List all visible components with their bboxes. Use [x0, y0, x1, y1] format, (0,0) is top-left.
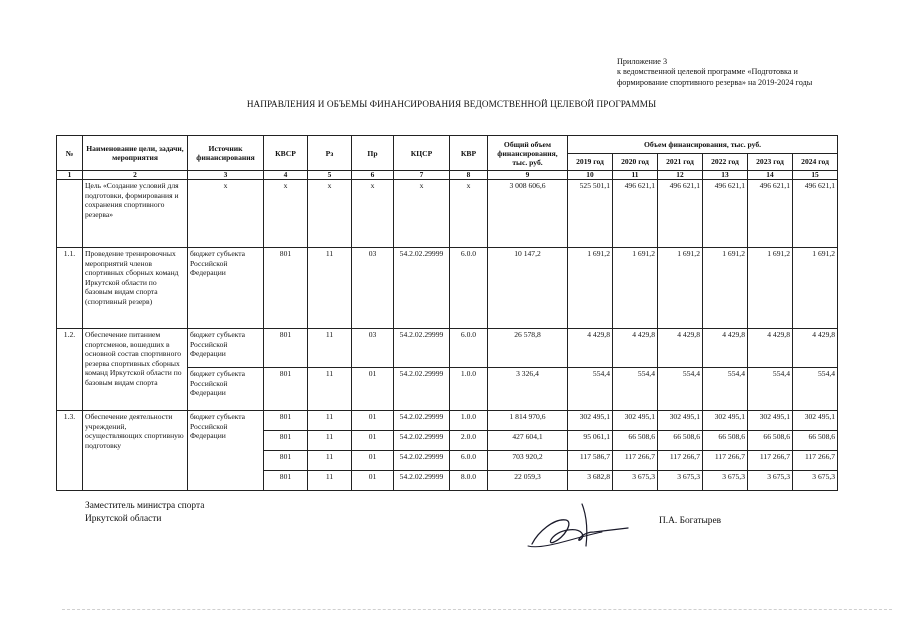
kcsr-cell: 54.2.02.29999 [394, 248, 450, 329]
signer-position [85, 500, 204, 525]
year-value: 117 266,7 [748, 451, 793, 471]
header-kvsr: КВСР [264, 136, 308, 171]
header-year: 2020 год [613, 153, 658, 171]
year-value: 3 675,3 [748, 471, 793, 491]
kcsr-cell: 54.2.02.29999 [394, 329, 450, 368]
item-name: Обеспечение деятельности учреждений, осуществляющих спортивную подготовку [83, 411, 188, 491]
year-value: 302 495,1 [748, 411, 793, 431]
year-value: 302 495,1 [703, 411, 748, 431]
rz-cell: 11 [308, 431, 352, 451]
appendix-line-1: Приложение 3 [617, 57, 668, 66]
header-kcsr: КЦСР [394, 136, 450, 171]
header-num: № [57, 136, 83, 171]
total-cell: 22 059,3 [488, 471, 568, 491]
item-name: Проведение тренировочных мероприятий членов спортивных сборных команд Иркутской области по базовым видам спорта (спортивный резерв) [83, 248, 188, 329]
year-value: 496 621,1 [703, 180, 748, 248]
col-number: 12 [658, 171, 703, 180]
item-1-2-row [57, 329, 838, 368]
year-value: 496 621,1 [793, 180, 838, 248]
year-value: 4 429,8 [748, 329, 793, 368]
signer-position-line-1: Заместитель министра спорта [85, 501, 205, 511]
year-value: 554,4 [568, 368, 613, 411]
source-cell: бюджет субъекта Российской Федерации [188, 411, 264, 491]
header-rz: Рз [308, 136, 352, 171]
total-cell: 3 008 606,6 [488, 180, 568, 248]
rz-cell: х [308, 180, 352, 248]
source-cell: х [188, 180, 264, 248]
item-1-1-row [57, 248, 838, 329]
col-number: 13 [703, 171, 748, 180]
year-value: 66 508,6 [658, 431, 703, 451]
goal-row [57, 180, 838, 248]
rz-cell: 11 [308, 411, 352, 431]
signer-name: П.А. Богатырев [659, 516, 722, 526]
year-value: 1 691,2 [703, 248, 748, 329]
kvsr-cell: 801 [264, 411, 308, 431]
header-kvr: КВР [450, 136, 488, 171]
year-value: 4 429,8 [568, 329, 613, 368]
header-row [57, 136, 838, 154]
kvsr-cell: 801 [264, 248, 308, 329]
pr-cell: 01 [352, 368, 394, 411]
kvr-cell: 1.0.0 [450, 368, 488, 411]
pr-cell: 03 [352, 248, 394, 329]
year-value: 117 266,7 [793, 451, 838, 471]
col-number: 7 [394, 171, 450, 180]
rz-cell: 11 [308, 368, 352, 411]
kvr-cell: 8.0.0 [450, 471, 488, 491]
kvr-cell: 2.0.0 [450, 431, 488, 451]
year-value: 554,4 [793, 368, 838, 411]
year-value: 4 429,8 [793, 329, 838, 368]
year-value: 117 266,7 [658, 451, 703, 471]
row-num: 1.2. [57, 329, 83, 411]
year-value: 1 691,2 [613, 248, 658, 329]
rz-cell: 11 [308, 248, 352, 329]
kvsr-cell: 801 [264, 431, 308, 451]
col-number: 5 [308, 171, 352, 180]
goal-name: Цель «Создание условий для подготовки, формирования и сохранения спортивного резерва» [83, 180, 188, 248]
year-value: 4 429,8 [703, 329, 748, 368]
rz-cell: 11 [308, 451, 352, 471]
year-value: 554,4 [658, 368, 703, 411]
col-number: 15 [793, 171, 838, 180]
total-cell: 1 814 970,6 [488, 411, 568, 431]
handwritten-signature [524, 492, 634, 562]
kvsr-cell: 801 [264, 451, 308, 471]
col-number: 10 [568, 171, 613, 180]
col-number: 3 [188, 171, 264, 180]
signer-position-line-2: Иркутской области [85, 513, 162, 524]
year-value: 1 691,2 [793, 248, 838, 329]
year-value: 3 675,3 [613, 471, 658, 491]
source-cell: бюджет субъекта Российской Федерации [188, 368, 264, 411]
pr-cell: 01 [352, 451, 394, 471]
scan-artifact-line [62, 609, 892, 610]
col-number: 8 [450, 171, 488, 180]
document-title: НАПРАВЛЕНИЯ И ОБЪЕМЫ ФИНАНСИРОВАНИЯ ВЕДОМСТВЕННОЙ ЦЕЛЕВОЙ ПРОГРАММЫ [246, 99, 657, 109]
year-value: 3 675,3 [793, 471, 838, 491]
kcsr-cell: 54.2.02.29999 [394, 451, 450, 471]
year-value: 302 495,1 [793, 411, 838, 431]
year-value: 1 691,2 [658, 248, 703, 329]
total-cell: 703 920,2 [488, 451, 568, 471]
header-volume: Объем финансирования, тыс. руб. [568, 136, 838, 154]
pr-cell: 03 [352, 329, 394, 368]
appendix-note [617, 57, 812, 88]
col-number: 1 [57, 171, 83, 180]
year-value: 302 495,1 [568, 411, 613, 431]
year-value: 95 061,1 [568, 431, 613, 451]
kvr-cell: 6.0.0 [450, 329, 488, 368]
item-1-3-row [57, 411, 838, 431]
col-number: 9 [488, 171, 568, 180]
header-pr: Пр [352, 136, 394, 171]
rz-cell: 11 [308, 471, 352, 491]
year-value: 1 691,2 [568, 248, 613, 329]
col-number: 14 [748, 171, 793, 180]
year-value: 117 266,7 [703, 451, 748, 471]
header-year: 2023 год [748, 153, 793, 171]
pr-cell: 01 [352, 471, 394, 491]
pr-cell: 01 [352, 431, 394, 451]
header-year: 2022 год [703, 153, 748, 171]
source-cell: бюджет субъекта Российской Федерации [188, 329, 264, 368]
kvr-cell: 1.0.0 [450, 411, 488, 431]
header-year: 2024 год [793, 153, 838, 171]
kvsr-cell: х [264, 180, 308, 248]
kvsr-cell: 801 [264, 368, 308, 411]
item-name: Обеспечение питанием спортсменов, вошедших в основной состав спортивного резерва спортивных сборных команд Иркутской области по базовым видам спорта [83, 329, 188, 411]
col-number: 11 [613, 171, 658, 180]
column-number-row [57, 171, 838, 180]
kcsr-cell: 54.2.02.29999 [394, 411, 450, 431]
total-cell: 427 604,1 [488, 431, 568, 451]
header-total: Общий объем финансирования, тыс. руб. [488, 136, 568, 171]
pr-cell: х [352, 180, 394, 248]
year-value: 117 266,7 [613, 451, 658, 471]
total-cell: 3 326,4 [488, 368, 568, 411]
year-value: 3 682,8 [568, 471, 613, 491]
pr-cell: 01 [352, 411, 394, 431]
year-value: 554,4 [703, 368, 748, 411]
year-value: 496 621,1 [748, 180, 793, 248]
year-value: 302 495,1 [613, 411, 658, 431]
kcsr-cell: 54.2.02.29999 [394, 431, 450, 451]
source-cell: бюджет субъекта Российской Федерации [188, 248, 264, 329]
year-value: 554,4 [613, 368, 658, 411]
kvr-cell: 6.0.0 [450, 248, 488, 329]
year-value: 554,4 [748, 368, 793, 411]
header-year: 2019 год [568, 153, 613, 171]
year-value: 66 508,6 [793, 431, 838, 451]
year-value: 302 495,1 [658, 411, 703, 431]
header-year: 2021 год [658, 153, 703, 171]
appendix-line-2: к ведомственной целевой программе «Подготовка и [617, 67, 798, 77]
kvr-cell: 6.0.0 [450, 451, 488, 471]
year-value: 66 508,6 [703, 431, 748, 451]
kcsr-cell: 54.2.02.29999 [394, 368, 450, 411]
kvr-cell: х [450, 180, 488, 248]
year-value: 525 501,1 [568, 180, 613, 248]
col-number: 4 [264, 171, 308, 180]
year-value: 1 691,2 [748, 248, 793, 329]
year-value: 4 429,8 [613, 329, 658, 368]
year-value: 496 621,1 [658, 180, 703, 248]
header-name: Наименование цели, задачи, мероприятия [83, 136, 188, 171]
row-num: 1.1. [57, 248, 83, 329]
year-value: 117 586,7 [568, 451, 613, 471]
col-number: 2 [83, 171, 188, 180]
year-value: 496 621,1 [613, 180, 658, 248]
row-num: 1.3. [57, 411, 83, 491]
kcsr-cell: х [394, 180, 450, 248]
col-number: 6 [352, 171, 394, 180]
total-cell: 10 147,2 [488, 248, 568, 329]
kvsr-cell: 801 [264, 471, 308, 491]
appendix-line-3: формирование спортивного резерва» на 2019-2024 годы [617, 77, 813, 87]
year-value: 4 429,8 [658, 329, 703, 368]
year-value: 3 675,3 [658, 471, 703, 491]
financing-table [56, 135, 838, 491]
row-num [57, 180, 83, 248]
kvsr-cell: 801 [264, 329, 308, 368]
header-source: Источник финансирования [188, 136, 264, 171]
year-value: 3 675,3 [703, 471, 748, 491]
year-value: 66 508,6 [613, 431, 658, 451]
year-value: 66 508,6 [748, 431, 793, 451]
kcsr-cell: 54.2.02.29999 [394, 471, 450, 491]
total-cell: 26 578,8 [488, 329, 568, 368]
rz-cell: 11 [308, 329, 352, 368]
